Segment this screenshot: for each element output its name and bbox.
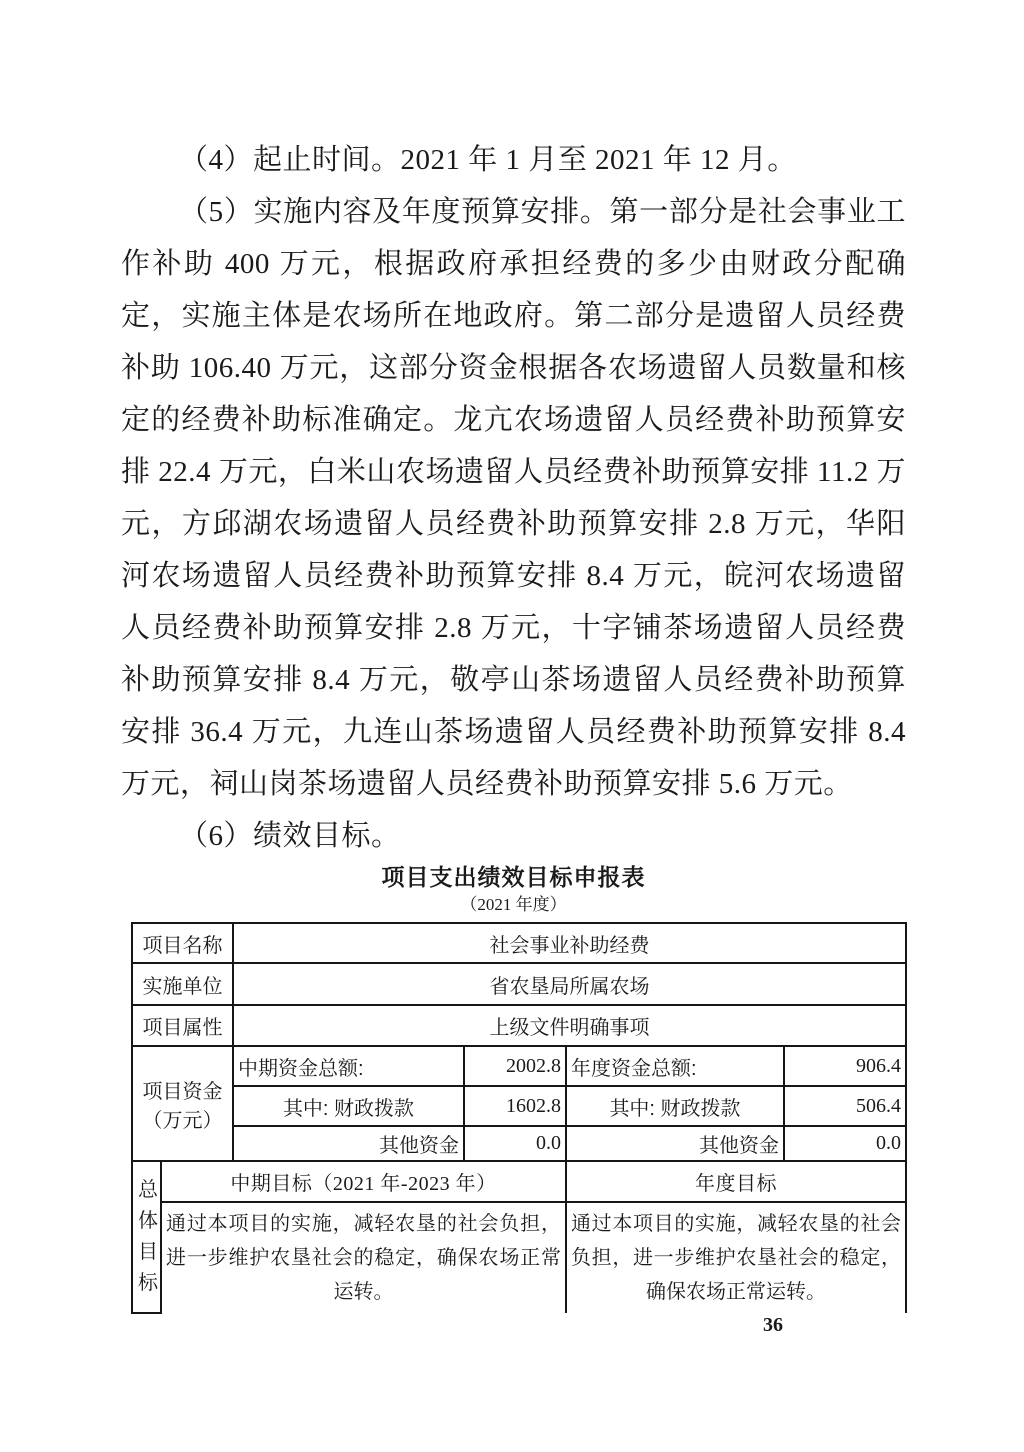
overall-goal-label: 总体目标 [138,1179,158,1294]
mid-other-value: 0.0 [464,1126,566,1161]
year-fiscal-value: 506.4 [784,1086,906,1126]
mid-fiscal-label: 其中: 财政拨款 [233,1086,464,1126]
mid-other-label: 其他资金 [233,1126,464,1161]
year-other-value: 0.0 [784,1126,906,1161]
implement-unit-value: 省农垦局所属农场 [233,963,906,1005]
project-name-value: 社会事业补助经费 [233,923,906,963]
overall-goal-label-cell [132,1161,161,1313]
table-subtitle: （2021 年度） [460,895,567,914]
project-name-label: 项目名称 [132,923,233,963]
funds-label-line1: 项目资金 [142,1080,223,1103]
paragraph-performance-target: （6）绩效目标。 [179,820,401,852]
document-content [121,134,906,1314]
funds-label-line2: （万元） [142,1109,223,1132]
table-row-goal-headers [132,1161,906,1202]
performance-target-table [131,922,907,1314]
funds-label [132,1046,233,1161]
table-title: 项目支出绩效目标申报表 [381,864,646,890]
mid-goal-header: 中期目标（2021 年-2023 年） [161,1161,566,1202]
table-row-implement-unit [132,963,906,1005]
mid-total-label: 中期资金总额: [233,1046,464,1086]
table-row-project-name [132,923,906,963]
mid-total-value: 2002.8 [464,1046,566,1086]
table-row-funds-total [132,1046,906,1086]
project-attr-value: 上级文件明确事项 [233,1005,906,1046]
table-row-funds-other [132,1126,906,1161]
table-row-funds-fiscal [132,1086,906,1126]
year-fiscal-label: 其中: 财政拨款 [566,1086,784,1126]
mid-fiscal-value: 1602.8 [464,1086,566,1126]
mid-goal-text: 通过本项目的实施，减轻农垦的社会负担，进一步维护农垦社会的稳定，确保农场正常运转。 [161,1202,566,1313]
year-goal-header: 年度目标 [566,1161,906,1202]
table-row-project-attr [132,1005,906,1046]
project-attr-label: 项目属性 [132,1005,233,1046]
table-row-goal-texts [132,1202,906,1313]
paragraph-implementation-budget: （5）实施内容及年度预算安排。第一部分是社会事业工作补助 400 万元，根据政府承担经费的多少由财政分配确定，实施主体是农场所在地政府。第二部分是遗留人员经费补助 106.40 万元，这部分资金根据各农场遗留人员数量和核定的经费补助标准确定。龙亢农场遗留人员经费补助预算安排 22.4 万元，白米山农场遗留人员经费补助预算安排 11.2 万元，方邱湖农场遗留人员经费补助预算安排 2.8 万元，华阳河农场遗留人员经费补助预算安排 8.4 万元，皖河农场遗留人员经费补助预算安排 2.8 万元，十字铺茶场遗留人员经费补助预算安排 8.4 万元，敬亭山茶场遗留人员经费补助预算安排 36.4 万元，九连山茶场遗留人员经费补助预算安排 8.4 万元，祠山岗茶场遗留人员经费补助预算安排 5.6 万元。 [121,196,906,800]
paragraph-start-end-time: （4）起止时间。2021 年 1 月至 2021 年 12 月。 [179,144,797,176]
page-number: 36 [763,1314,783,1336]
implement-unit-label: 实施单位 [132,963,233,1005]
year-goal-text: 通过本项目的实施，减轻农垦的社会负担，进一步维护农垦社会的稳定，确保农场正常运转。 [566,1202,906,1313]
year-total-value: 906.4 [784,1046,906,1086]
year-total-label: 年度资金总额: [566,1046,784,1086]
year-other-label: 其他资金 [566,1126,784,1161]
